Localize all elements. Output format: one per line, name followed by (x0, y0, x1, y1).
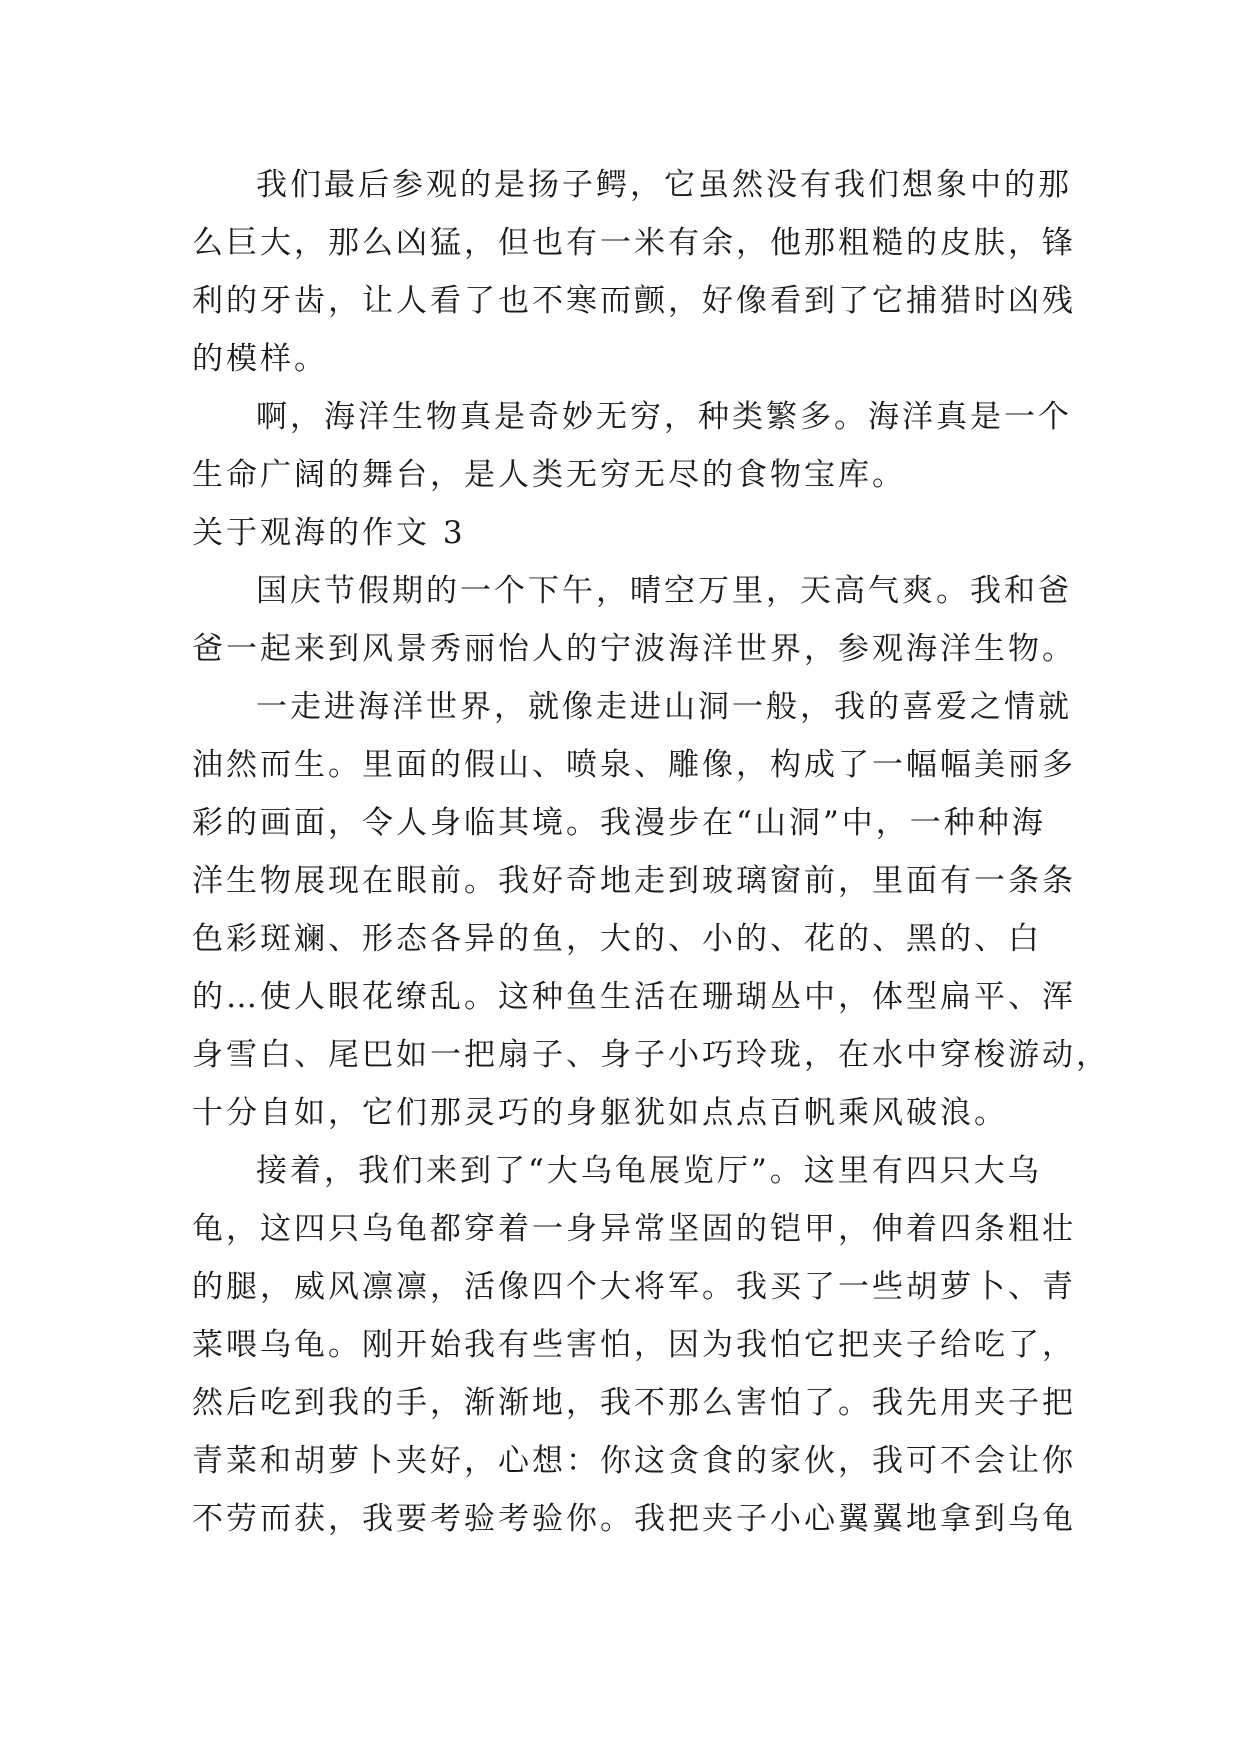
article-body (192, 156, 1110, 1548)
text-line: 的模样。 (192, 341, 328, 377)
text-line: 彩的画面，令人身临其境。我漫步在“山洞”中，一种种海 (192, 805, 1046, 841)
text-line: 身雪白、尾巴如一把扇子、身子小巧玲珑，在水中穿梭游动， (192, 1037, 1110, 1073)
text-line: 龟，这四只乌龟都穿着一身异常坚固的铠甲，伸着四条粗壮 (192, 1211, 1076, 1247)
text-line: 爸一起来到风景秀丽怡人的宁波海洋世界，参观海洋生物。 (192, 631, 1076, 667)
text-line: 啊，海洋生物真是奇妙无穷，种类繁多。海洋真是一个 (256, 399, 1072, 435)
text-line: 菜喂乌龟。刚开始我有些害怕，因为我怕它把夹子给吃了， (192, 1327, 1076, 1363)
text-line: 洋生物展现在眼前。我好奇地走到玻璃窗前，里面有一条条 (192, 863, 1076, 899)
text-line: 不劳而获，我要考验考验你。我把夹子小心翼翼地拿到乌龟 (192, 1501, 1076, 1537)
text-line: 利的牙齿，让人看了也不寒而颤，好像看到了它捕猎时凶残 (192, 283, 1076, 319)
text-line: 一走进海洋世界，就像走进山洞一般，我的喜爱之情就 (256, 689, 1072, 725)
text-line: 然后吃到我的手，渐渐地，我不那么害怕了。我先用夹子把 (192, 1385, 1076, 1421)
text-line: 生命广阔的舞台，是人类无穷无尽的食物宝库。 (192, 457, 906, 493)
text-line: 么巨大，那么凶猛，但也有一米有余，他那粗糙的皮肤，锋 (192, 225, 1076, 261)
section-heading: 关于观海的作文 3 (192, 515, 466, 551)
text-line: 十分自如，它们那灵巧的身躯犹如点点百帆乘风破浪。 (192, 1095, 1008, 1131)
text-line: 的…使人眼花缭乱。这种鱼生活在珊瑚丛中，体型扁平、浑 (192, 979, 1076, 1015)
text-line: 接着，我们来到了“大乌龟展览厅”。这里有四只大乌 (256, 1153, 1042, 1189)
text-line: 油然而生。里面的假山、喷泉、雕像，构成了一幅幅美丽多 (192, 747, 1076, 783)
text-line: 我们最后参观的是扬子鳄，它虽然没有我们想象中的那 (256, 167, 1072, 203)
text-line: 的腿，威风凛凛，活像四个大将军。我买了一些胡萝卜、青 (192, 1269, 1076, 1305)
text-line: 国庆节假期的一个下午，晴空万里，天高气爽。我和爸 (256, 573, 1072, 609)
text-line: 青菜和胡萝卜夹好，心想：你这贪食的家伙，我可不会让你 (192, 1443, 1076, 1479)
text-line: 色彩斑斓、形态各异的鱼，大的、小的、花的、黑的、白 (192, 921, 1042, 957)
